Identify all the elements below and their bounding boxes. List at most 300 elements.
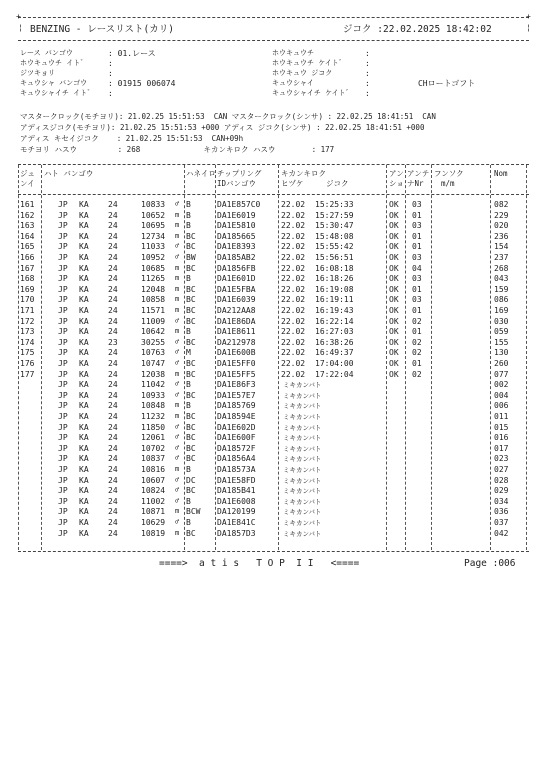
date-cell: 22.02 xyxy=(281,306,306,315)
chip-cell: DA1E57E7 xyxy=(217,390,256,400)
table-row xyxy=(0,296,540,306)
clock-line: アディス キセイジコク : 21.02.25 15:51:53 CAN+09h xyxy=(20,134,244,143)
antnr-cell: 01 xyxy=(412,231,422,241)
no-record-cell: ミキカンバト xyxy=(283,529,322,538)
table-row xyxy=(0,477,540,487)
col-antenna-header: ショ xyxy=(389,179,404,188)
date-cell: 22.02 xyxy=(281,253,306,262)
time-cell: 16:18:26 xyxy=(315,274,354,284)
col-antenna-header: アン xyxy=(389,169,404,178)
antnr-cell: 02 xyxy=(412,348,422,358)
club-cell: KA xyxy=(79,433,89,443)
antenna-cell: OK xyxy=(389,369,399,379)
date-cell: 22.02 xyxy=(281,231,306,241)
ring-cell: 30255 xyxy=(141,337,166,347)
year-cell: 24 xyxy=(108,412,118,421)
time-cell: 16:22:14 xyxy=(315,316,354,326)
year-cell: 24 xyxy=(108,242,118,252)
club-cell: KA xyxy=(79,242,89,252)
ring-cell: 11042 xyxy=(141,380,166,390)
rank-cell: 172 xyxy=(20,316,35,326)
nom-cell: 023 xyxy=(494,454,509,464)
chip-cell: DA1E6008 xyxy=(217,496,256,506)
country-cell: JP xyxy=(58,295,68,305)
color-cell: B xyxy=(186,518,191,527)
country-cell: JP xyxy=(58,380,68,390)
ring-cell: 11009 xyxy=(141,316,166,326)
year-cell: 24 xyxy=(108,253,118,262)
antnr-cell: 03 xyxy=(412,221,422,231)
sex-cell: m xyxy=(175,284,180,293)
color-cell: BW xyxy=(186,253,196,262)
time-cell: 16:19:11 xyxy=(315,295,354,305)
chip-cell: DA1E6019 xyxy=(217,210,256,220)
color-cell: BC xyxy=(186,486,196,496)
chip-cell: DA1857D3 xyxy=(217,528,256,538)
corner-mark: + xyxy=(16,12,21,21)
chip-cell: DA120199 xyxy=(217,507,256,517)
year-cell: 24 xyxy=(108,359,118,368)
country-cell: JP xyxy=(58,507,68,517)
no-record-cell: ミキカンバト xyxy=(283,508,322,517)
table-row xyxy=(0,212,540,222)
table-row xyxy=(0,445,540,455)
color-cell: B xyxy=(186,274,191,284)
antenna-cell: OK xyxy=(389,316,399,326)
color-cell: BC xyxy=(186,337,196,347)
club-cell: KA xyxy=(79,507,89,517)
clock-line: モチヨリ ハスウ : 268 キカンキロク ハスウ : 177 xyxy=(20,145,335,154)
info-right-value: : xyxy=(365,69,370,78)
country-cell: JP xyxy=(58,253,68,262)
rank-cell: 171 xyxy=(20,306,35,315)
nom-cell: 004 xyxy=(494,390,509,400)
sex-cell: ♂ xyxy=(175,443,180,452)
antnr-cell: 01 xyxy=(412,327,422,337)
ring-cell: 12061 xyxy=(141,433,166,443)
nom-cell: 028 xyxy=(494,475,509,485)
club-cell: KA xyxy=(79,465,89,474)
table-row xyxy=(0,381,540,391)
chip-cell: DA185665 xyxy=(217,231,256,241)
ring-cell: 10848 xyxy=(141,401,166,411)
ring-cell: 10629 xyxy=(141,518,166,527)
no-record-cell: ミキカンバト xyxy=(283,466,322,474)
color-cell: BC xyxy=(186,295,196,305)
year-cell: 23 xyxy=(108,337,118,347)
chip-cell: DA1856FB xyxy=(217,263,256,273)
country-cell: JP xyxy=(58,242,68,252)
club-cell: KA xyxy=(79,496,89,506)
time-cell: 15:55:42 xyxy=(315,242,354,252)
rank-cell: 166 xyxy=(20,253,35,262)
time-cell: 16:27:03 xyxy=(315,327,354,337)
chip-cell: DA1856A4 xyxy=(217,454,256,464)
color-cell: B xyxy=(186,200,191,209)
sex-cell: m xyxy=(175,327,180,336)
antenna-cell: OK xyxy=(389,348,399,358)
antnr-cell: 02 xyxy=(412,369,422,379)
ring-cell: 11265 xyxy=(141,274,166,284)
year-cell: 24 xyxy=(108,306,118,315)
year-cell: 24 xyxy=(108,486,118,496)
club-cell: KA xyxy=(79,454,89,464)
time-cell: 15:25:33 xyxy=(315,200,354,209)
nom-cell: 020 xyxy=(494,221,509,231)
antenna-cell: OK xyxy=(389,221,399,231)
table-row xyxy=(0,286,540,296)
year-cell: 24 xyxy=(108,496,118,506)
chip-cell: DA1E600B xyxy=(217,348,256,358)
color-cell: BC xyxy=(186,284,196,294)
chip-cell: DA212978 xyxy=(217,337,256,347)
no-record-cell: ミキカンバト xyxy=(283,455,322,464)
color-cell: BC xyxy=(186,231,196,241)
rank-cell: 161 xyxy=(20,200,35,209)
info-left-label: レース バンゴウ xyxy=(20,49,73,57)
year-cell: 24 xyxy=(108,295,118,305)
ring-cell: 10833 xyxy=(141,200,166,209)
table-row xyxy=(0,508,540,518)
antnr-cell: 01 xyxy=(412,306,422,315)
country-cell: JP xyxy=(58,306,68,315)
antnr-cell: 03 xyxy=(412,274,422,284)
table-row xyxy=(0,233,540,243)
color-cell: BC xyxy=(186,359,196,368)
color-cell: BC xyxy=(186,422,196,432)
time-cell: 16:19:08 xyxy=(315,284,354,294)
country-cell: JP xyxy=(58,475,68,485)
chip-cell: DA185769 xyxy=(217,401,256,411)
chip-cell: DA1E841C xyxy=(217,518,256,527)
col-rank-header: ジュ xyxy=(20,169,35,178)
sex-cell: ♂ xyxy=(175,422,180,431)
year-cell: 24 xyxy=(108,231,118,241)
col-speed-header: m/m xyxy=(441,179,455,188)
year-cell: 24 xyxy=(108,348,118,358)
antnr-cell: 02 xyxy=(412,337,422,347)
table-row xyxy=(0,265,540,275)
chip-cell: DA212AA8 xyxy=(217,306,256,315)
sex-cell: m xyxy=(175,507,180,516)
ring-cell: 10702 xyxy=(141,443,166,453)
country-cell: JP xyxy=(58,274,68,284)
ring-cell: 10695 xyxy=(141,221,166,231)
antnr-cell: 01 xyxy=(412,242,422,252)
info-left-value: : xyxy=(108,59,113,68)
club-cell: KA xyxy=(79,518,89,527)
club-cell: KA xyxy=(79,337,89,347)
table-row xyxy=(0,402,540,412)
ring-cell: 10837 xyxy=(141,454,166,464)
nom-cell: 268 xyxy=(494,263,509,273)
country-cell: JP xyxy=(58,263,68,273)
table-row xyxy=(0,349,540,359)
club-cell: KA xyxy=(79,486,89,496)
antenna-cell: OK xyxy=(389,327,399,337)
col-antnr-header: アンテ xyxy=(407,169,430,178)
info-right-label: キュウシャイ xyxy=(272,79,314,87)
nom-cell: 037 xyxy=(494,518,509,527)
sex-cell: ♂ xyxy=(175,348,180,357)
col-speed-header: フンソク xyxy=(434,169,464,178)
nom-cell: 034 xyxy=(494,496,509,506)
page-number: Page :006 xyxy=(464,558,516,569)
nom-cell: 030 xyxy=(494,316,509,326)
color-cell: BC xyxy=(186,443,196,453)
rank-cell: 174 xyxy=(20,337,35,347)
chip-cell: DA1E6039 xyxy=(217,295,256,305)
nom-cell: 006 xyxy=(494,401,509,411)
date-cell: 22.02 xyxy=(281,274,306,284)
report-datetime: 22.02.2025 18:42:02 xyxy=(383,24,492,35)
country-cell: JP xyxy=(58,486,68,496)
chip-cell: DA185B41 xyxy=(217,486,256,496)
year-cell: 24 xyxy=(108,200,118,209)
color-cell: B xyxy=(186,401,191,411)
club-cell: KA xyxy=(79,475,89,485)
sex-cell: ♂ xyxy=(175,200,180,208)
year-cell: 24 xyxy=(108,274,118,284)
color-cell: BC xyxy=(186,306,196,315)
year-cell: 24 xyxy=(108,390,118,400)
info-right-label: ホウキュウチ xyxy=(272,49,314,57)
club-cell: KA xyxy=(79,528,89,538)
color-cell: BC xyxy=(186,433,196,443)
nom-cell: 043 xyxy=(494,274,509,284)
date-cell: 22.02 xyxy=(281,327,306,337)
ring-cell: 10933 xyxy=(141,390,166,400)
date-cell: 22.02 xyxy=(281,295,306,305)
nom-cell: 011 xyxy=(494,412,509,421)
table-row xyxy=(0,498,540,508)
antenna-cell: OK xyxy=(389,284,399,294)
info-right-label: ホウキュウチ ケイト゛ xyxy=(272,59,346,67)
club-cell: KA xyxy=(79,253,89,262)
chip-cell: DA1E5810 xyxy=(217,221,256,231)
year-cell: 24 xyxy=(108,380,118,390)
table-row xyxy=(0,392,540,402)
country-cell: JP xyxy=(58,221,68,231)
col-chip-header: IDバンゴウ xyxy=(217,179,257,188)
no-record-cell: ミキカンバト xyxy=(283,519,322,527)
table-row xyxy=(0,254,540,264)
time-cell: 15:30:47 xyxy=(315,221,354,231)
nom-cell: 130 xyxy=(494,348,509,358)
country-cell: JP xyxy=(58,369,68,379)
club-cell: KA xyxy=(79,380,89,390)
time-cell: 17:22:04 xyxy=(315,369,354,379)
info-right-label: キュウシャイチ ケイト゛ xyxy=(272,89,353,97)
antnr-cell: 01 xyxy=(412,284,422,294)
table-row xyxy=(0,455,540,465)
year-cell: 24 xyxy=(108,518,118,527)
date-cell: 22.02 xyxy=(281,316,306,326)
ring-cell: 10685 xyxy=(141,263,166,273)
club-cell: KA xyxy=(79,263,89,273)
time-cell: 17:04:00 xyxy=(315,359,354,368)
info-right-label: ホウキュウ ジコク xyxy=(272,69,333,77)
year-cell: 24 xyxy=(108,401,118,411)
no-record-cell: ミキカンバト xyxy=(283,497,322,506)
chip-cell: DA185AB2 xyxy=(217,253,256,262)
nom-cell: 155 xyxy=(494,337,509,347)
color-cell: B xyxy=(186,496,191,506)
time-cell: 15:27:59 xyxy=(315,210,354,220)
antenna-cell: OK xyxy=(389,274,399,284)
chip-cell: DA1E86DA xyxy=(217,316,256,326)
antenna-cell: OK xyxy=(389,231,399,241)
rank-cell: 170 xyxy=(20,295,35,305)
color-cell: B xyxy=(186,465,191,474)
country-cell: JP xyxy=(58,284,68,294)
sex-cell: m xyxy=(175,465,180,473)
table-row xyxy=(0,371,540,381)
rank-cell: 177 xyxy=(20,369,35,379)
ring-cell: 12038 xyxy=(141,369,166,379)
no-record-cell: ミキカンバト xyxy=(283,381,322,390)
ring-cell: 11033 xyxy=(141,242,166,252)
color-cell: BC xyxy=(186,242,196,252)
clock-line: マスタークロック(モチヨリ): 21.02.25 15:51:53 CAN マスタークロック(シンサ) : 22.02.25 18:41:51 CAN xyxy=(20,112,436,121)
ring-cell: 10816 xyxy=(141,465,166,474)
title-bar: ¦ xyxy=(526,23,531,32)
club-cell: KA xyxy=(79,231,89,241)
rank-cell: 175 xyxy=(20,348,35,358)
antnr-cell: 03 xyxy=(412,200,422,209)
date-cell: 22.02 xyxy=(281,210,306,220)
chip-cell: DA1E8611 xyxy=(217,327,256,337)
ring-cell: 11232 xyxy=(141,412,166,421)
sex-cell: ♂ xyxy=(175,316,180,325)
sex-cell: ♂ xyxy=(175,337,180,346)
nom-cell: 169 xyxy=(494,306,509,315)
table-row xyxy=(0,466,540,476)
date-cell: 22.02 xyxy=(281,242,306,252)
antenna-cell: OK xyxy=(389,263,399,273)
info-right-value: : xyxy=(365,59,370,68)
rank-cell: 164 xyxy=(20,231,35,241)
club-cell: KA xyxy=(79,359,89,368)
no-record-cell: ミキカンバト xyxy=(283,423,322,432)
club-cell: KA xyxy=(79,348,89,358)
time-cell: 15:56:51 xyxy=(315,253,354,262)
col-chip-header: チップリング xyxy=(217,169,262,178)
ring-cell: 12734 xyxy=(141,231,166,241)
nom-cell: 229 xyxy=(494,210,509,220)
sex-cell: m xyxy=(175,231,180,240)
country-cell: JP xyxy=(58,518,68,527)
antenna-cell: OK xyxy=(389,306,399,315)
nom-cell: 077 xyxy=(494,369,509,379)
table-row xyxy=(0,434,540,444)
table-row xyxy=(0,519,540,529)
rank-cell: 176 xyxy=(20,359,35,368)
table-row xyxy=(0,307,540,317)
chip-cell: DA1E602D xyxy=(217,422,256,432)
color-cell: B xyxy=(186,210,191,220)
sex-cell: m xyxy=(175,210,180,219)
time-cell: 16:08:18 xyxy=(315,263,354,273)
color-cell: BC xyxy=(186,390,196,400)
info-left-label: キュウシャイチ イト゛ xyxy=(20,89,95,97)
col-wing-header: ハネイロ xyxy=(186,169,216,178)
club-cell: KA xyxy=(79,412,89,421)
antenna-cell: OK xyxy=(389,253,399,262)
rank-cell: 165 xyxy=(20,242,35,252)
nom-cell: 027 xyxy=(494,465,509,474)
year-cell: 24 xyxy=(108,327,118,337)
sex-cell: ♂ xyxy=(175,496,180,505)
table-row xyxy=(0,318,540,328)
chip-cell: DA1E86F3 xyxy=(217,380,256,390)
country-cell: JP xyxy=(58,433,68,443)
antnr-cell: 03 xyxy=(412,253,422,262)
ring-cell: 10858 xyxy=(141,295,166,305)
nom-cell: 016 xyxy=(494,433,509,443)
ring-cell: 10763 xyxy=(141,348,166,358)
year-cell: 24 xyxy=(108,507,118,517)
color-cell: B xyxy=(186,221,191,231)
country-cell: JP xyxy=(58,454,68,464)
antnr-cell: 01 xyxy=(412,359,422,368)
country-cell: JP xyxy=(58,443,68,453)
year-cell: 24 xyxy=(108,284,118,294)
sex-cell: ♂ xyxy=(175,390,180,399)
year-cell: 24 xyxy=(108,210,118,220)
sex-cell: ♂ xyxy=(175,380,180,389)
sex-cell: m xyxy=(175,369,180,378)
antenna-cell: OK xyxy=(389,359,399,368)
info-left-label: ホウキュウチ イト゛ xyxy=(20,59,88,67)
nom-cell: 236 xyxy=(494,231,509,241)
year-cell: 24 xyxy=(108,475,118,485)
year-cell: 24 xyxy=(108,422,118,432)
color-cell: BC xyxy=(186,454,196,464)
country-cell: JP xyxy=(58,465,68,474)
footer-banner: ====> a t i s T O P I I <==== xyxy=(159,558,360,569)
club-cell: KA xyxy=(79,390,89,400)
table-row xyxy=(0,530,540,540)
nom-cell: 260 xyxy=(494,359,509,368)
info-right-value: : xyxy=(365,89,370,98)
country-cell: JP xyxy=(58,327,68,337)
info-left-value: : xyxy=(108,69,113,78)
sex-cell: ♂ xyxy=(175,433,180,442)
time-cell: 15:48:08 xyxy=(315,231,354,241)
info-right-value: : CHロートゴフト xyxy=(365,79,476,88)
sex-cell: ♂ xyxy=(175,518,180,526)
table-row xyxy=(0,413,540,423)
date-cell: 22.02 xyxy=(281,337,306,347)
club-cell: KA xyxy=(79,422,89,432)
nom-cell: 237 xyxy=(494,253,509,262)
date-cell: 22.02 xyxy=(281,284,306,294)
sex-cell: m xyxy=(175,306,180,314)
date-cell: 22.02 xyxy=(281,369,306,379)
color-cell: B xyxy=(186,380,191,390)
sex-cell: ♂ xyxy=(175,486,180,495)
country-cell: JP xyxy=(58,390,68,400)
nom-cell: 002 xyxy=(494,380,509,390)
club-cell: KA xyxy=(79,369,89,379)
sex-cell: m xyxy=(175,274,180,283)
sex-cell: m xyxy=(175,295,180,304)
antenna-cell: OK xyxy=(389,337,399,347)
ring-cell: 10642 xyxy=(141,327,166,337)
chip-cell: DA1E857C0 xyxy=(217,200,261,209)
year-cell: 24 xyxy=(108,443,118,453)
